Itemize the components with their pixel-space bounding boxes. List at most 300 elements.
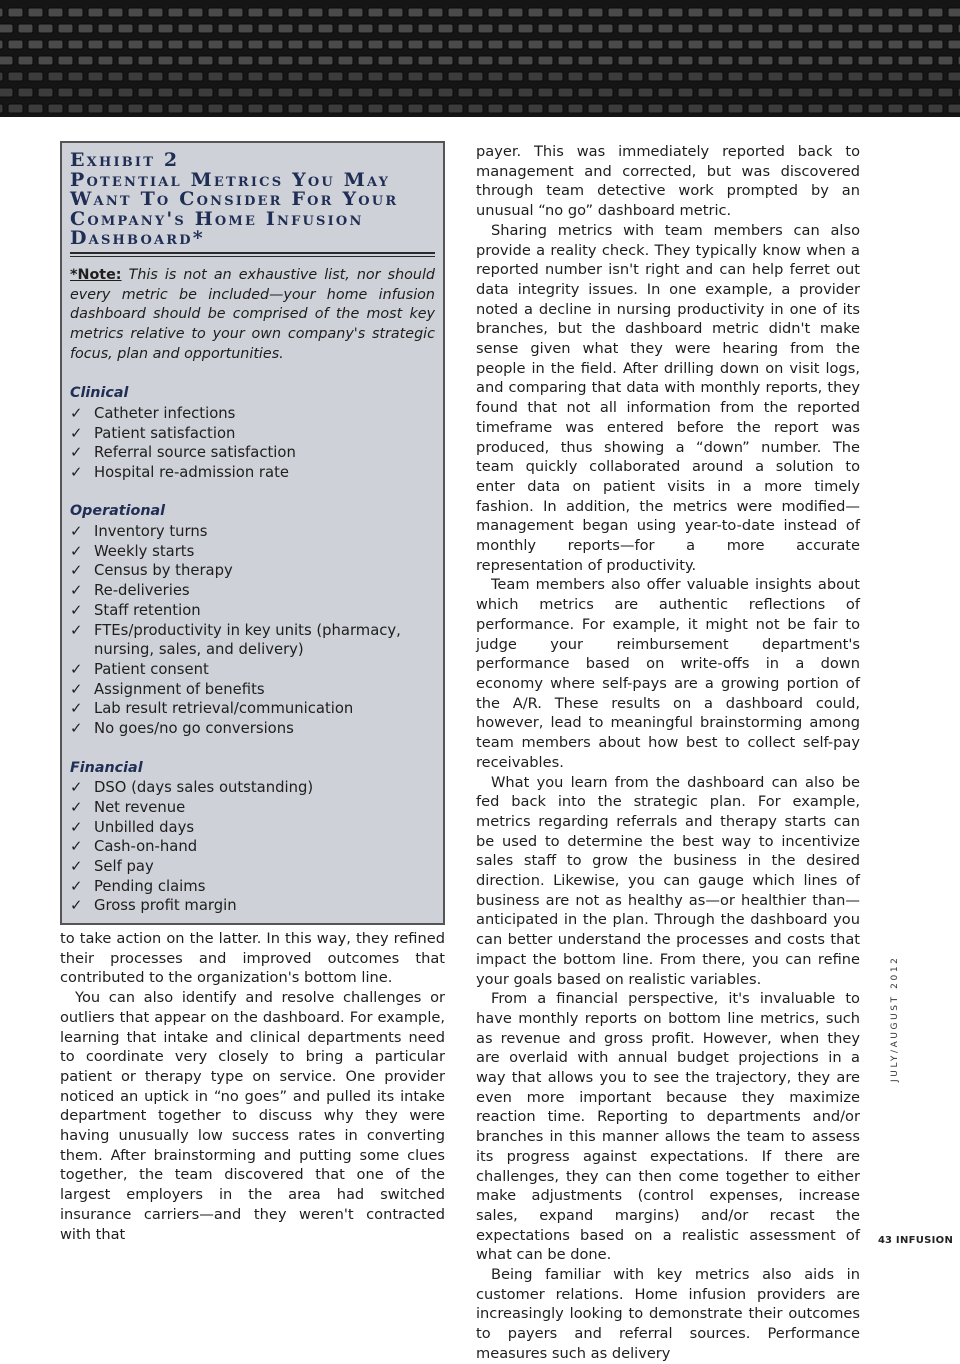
grille-slot (228, 72, 243, 81)
grille-slot (528, 8, 543, 17)
grille-slot (668, 72, 683, 81)
grille-slot (238, 88, 253, 97)
grille-slot (738, 88, 753, 97)
grille-slot (58, 56, 73, 65)
grille-slot (778, 56, 793, 65)
grille-slot (448, 40, 463, 49)
grille-slot (568, 72, 583, 81)
grille-slot (88, 72, 103, 81)
grille-slot (728, 104, 743, 113)
grille-slot (608, 72, 623, 81)
grille-slot (478, 24, 493, 33)
grille-slot (618, 24, 633, 33)
grille-slot (558, 88, 573, 97)
grille-slot (78, 88, 93, 97)
grille-slot (198, 24, 213, 33)
grille-slot (868, 104, 883, 113)
grille-slot (168, 72, 183, 81)
grille-slot (388, 104, 403, 113)
grille-slot (238, 24, 253, 33)
check-icon: ✓ (70, 838, 83, 856)
grille-slot (108, 8, 123, 17)
metric-section (70, 384, 435, 483)
grille-slot (558, 24, 573, 33)
metric-item (70, 621, 435, 660)
grille-slot (58, 88, 73, 97)
right-column (476, 142, 860, 1364)
grille-slot (508, 8, 523, 17)
exhibit-box (60, 141, 445, 925)
grille-slot (58, 24, 73, 33)
grille-slot (278, 56, 293, 65)
grille-slot (8, 72, 23, 81)
grille-slot (538, 56, 553, 65)
grille-slot (328, 104, 343, 113)
page-number: 43 (878, 1235, 892, 1246)
grille-slot (838, 24, 853, 33)
grille-slot (698, 88, 713, 97)
grille-slot (508, 72, 523, 81)
metric-section (70, 759, 435, 917)
exhibit-rule (70, 252, 435, 257)
section-heading: Financial (70, 759, 143, 776)
metric-label: Gross profit margin (94, 897, 237, 915)
grille-slot (178, 88, 193, 97)
grille-slot (808, 72, 823, 81)
grille-slot (618, 88, 633, 97)
grille-slot (738, 56, 753, 65)
grille-slot (288, 8, 303, 17)
grille-slot (88, 8, 103, 17)
metric-item (70, 581, 435, 601)
issue-date: JULY/AUGUST 2012 (890, 955, 900, 1082)
grille-slot (28, 72, 43, 81)
grille-slot (728, 72, 743, 81)
grille-slot (798, 88, 813, 97)
grille-slot (818, 88, 833, 97)
grille-slot (768, 104, 783, 113)
grille-slot (0, 8, 3, 17)
grille-slot (678, 24, 693, 33)
grille-slot (478, 56, 493, 65)
check-icon: ✓ (70, 661, 83, 678)
grille-slot (378, 88, 393, 97)
grille-slot (208, 8, 223, 17)
grille-slot (268, 104, 283, 113)
grille-slot (828, 40, 843, 49)
check-icon: ✓ (70, 700, 83, 718)
grille-slot (518, 56, 533, 65)
grille-slot (318, 24, 333, 33)
grille-slot (438, 56, 453, 65)
grille-slot (348, 104, 363, 113)
grille-slot (708, 72, 723, 81)
grille-slot (48, 104, 63, 113)
grille-slot (908, 72, 923, 81)
grille-slot (628, 104, 643, 113)
metric-item (70, 561, 435, 581)
grille-slot (148, 40, 163, 49)
grille-slot (858, 24, 873, 33)
metric-item (70, 542, 435, 562)
grille-slot (98, 88, 113, 97)
grille-slot (338, 88, 353, 97)
grille-slot (748, 40, 763, 49)
grille-slot (78, 56, 93, 65)
metric-label: Lab result retrieval/communication (94, 700, 354, 718)
metric-label: DSO (days sales outstanding) (94, 779, 314, 797)
grille-slot (358, 88, 373, 97)
grille-slot (408, 104, 423, 113)
grille-slot (248, 40, 263, 49)
grille-slot (798, 56, 813, 65)
grille-slot (848, 8, 863, 17)
grille-slot (788, 8, 803, 17)
grille-slot (468, 72, 483, 81)
grille-slot (878, 56, 893, 65)
grille-slot (638, 56, 653, 65)
grille-slot (698, 56, 713, 65)
exhibit-title: Potential Metrics You May Want To Consider For Your Company's Home Infusion Dashboard* (70, 168, 399, 250)
grille-slot (778, 24, 793, 33)
grille-slot (688, 40, 703, 49)
check-icon: ✓ (70, 562, 83, 580)
grille-slot (358, 56, 373, 65)
grille-slot (798, 24, 813, 33)
grille-slot (858, 88, 873, 97)
grille-slot (918, 88, 933, 97)
metric-label: Re-deliveries (94, 582, 190, 600)
metric-item (70, 798, 435, 818)
grille-slot (578, 56, 593, 65)
grille-slot (708, 104, 723, 113)
body-paragraph: Sharing metrics with team members can also provide a reality check. They typically know when a reported number isn't right and can help ferret out data integrity issues. In one example, a provider noted a decline in nursing productivity in one of its branches, but the dashboard metric didn't make sense given what they were hearing from the people in the field. After drilling down on visit logs, and comparing that data with monthly reports, they found that not all information from the reported timeframe was entered before the report was produced, thus showing a “down” number. The team quickly collaborated around a solution to enter data on patient visits in a more timely fashion. In addition, the metrics were modified—management began using year-to-date instead of monthly reports—for a more accurate representation of productivity. (476, 221, 860, 574)
grille-slot (928, 8, 943, 17)
grille-slot (218, 88, 233, 97)
grille-slot (378, 56, 393, 65)
grille-slot (678, 88, 693, 97)
grille-slot (128, 72, 143, 81)
grille-slot (588, 8, 603, 17)
grille-slot (548, 8, 563, 17)
grille-slot (188, 72, 203, 81)
metric-list (70, 404, 435, 483)
grille-slot (838, 56, 853, 65)
check-icon: ✓ (70, 404, 83, 422)
grille-slot (508, 104, 523, 113)
grille-slot (728, 40, 743, 49)
metric-label: Referral source satisfaction (94, 444, 296, 462)
check-icon: ✓ (70, 424, 83, 442)
grille-slot (248, 72, 263, 81)
check-icon: ✓ (70, 818, 83, 836)
grille-slot (288, 72, 303, 81)
grille-slot (288, 104, 303, 113)
grille-slot (488, 40, 503, 49)
grille-slot (928, 40, 943, 49)
grille-slot (388, 72, 403, 81)
grille-slot (608, 104, 623, 113)
grille-slot (528, 104, 543, 113)
metric-item (70, 424, 435, 444)
grille-slot (48, 72, 63, 81)
grille-slot (8, 104, 23, 113)
grille-slot (98, 24, 113, 33)
exhibit-number: Exhibit 2 (70, 149, 180, 171)
metric-item (70, 837, 435, 857)
grille-slot (878, 88, 893, 97)
grille-slot (788, 40, 803, 49)
grille-slot (468, 40, 483, 49)
grille-slot (948, 104, 960, 113)
grille-slot (98, 56, 113, 65)
grille-slot (648, 72, 663, 81)
grille-slot (778, 88, 793, 97)
grille-slot (758, 56, 773, 65)
grille-slot (228, 104, 243, 113)
grille-slot (28, 40, 43, 49)
metric-item (70, 443, 435, 463)
grille-slot (268, 8, 283, 17)
grille-slot (218, 56, 233, 65)
metric-label: Inventory turns (94, 523, 208, 541)
metric-label: Assignment of benefits (94, 680, 265, 698)
grille-slot (328, 40, 343, 49)
grille-slot (128, 104, 143, 113)
grille-slot (28, 104, 43, 113)
grille-slot (278, 24, 293, 33)
grille-slot (308, 104, 323, 113)
metric-label: Patient consent (94, 661, 209, 678)
check-icon: ✓ (70, 798, 83, 816)
grille-slot (348, 40, 363, 49)
check-icon: ✓ (70, 897, 83, 915)
check-icon: ✓ (70, 720, 83, 738)
grille-slot (758, 24, 773, 33)
grille-slot (228, 8, 243, 17)
grille-slot (808, 40, 823, 49)
grille-slot (458, 56, 473, 65)
grille-slot (258, 24, 273, 33)
grille-slot (498, 56, 513, 65)
grille-slot (548, 104, 563, 113)
grille-slot (268, 72, 283, 81)
grille-slot (548, 72, 563, 81)
grille-slot (598, 56, 613, 65)
grille-slot (508, 40, 523, 49)
grille-slot (628, 72, 643, 81)
grille-slot (48, 40, 63, 49)
grille-slot (118, 24, 133, 33)
grille-slot (298, 88, 313, 97)
grille-slot (828, 104, 843, 113)
grille-slot (418, 56, 433, 65)
grille-slot (688, 8, 703, 17)
grille-slot (498, 24, 513, 33)
grille-slot (528, 72, 543, 81)
metric-item (70, 896, 435, 916)
decorative-banner (0, 0, 960, 117)
grille-slot (808, 8, 823, 17)
grille-slot (588, 104, 603, 113)
metric-label: Weekly starts (94, 542, 195, 560)
grille-slot (168, 104, 183, 113)
grille-slot (908, 40, 923, 49)
grille-slot (548, 40, 563, 49)
grille-slot (68, 104, 83, 113)
grille-slot (368, 40, 383, 49)
grille-slot (118, 88, 133, 97)
grille-slot (408, 72, 423, 81)
left-column (60, 929, 445, 1244)
grille-slot (448, 104, 463, 113)
grille-slot (388, 8, 403, 17)
grille-slot (158, 24, 173, 33)
check-icon: ✓ (70, 779, 83, 797)
note-label: *Note: (70, 266, 122, 283)
grille-slot (18, 24, 33, 33)
grille-slot (888, 104, 903, 113)
grille-slot (648, 40, 663, 49)
grille-slot (18, 88, 33, 97)
grille-slot (398, 24, 413, 33)
grille-slot (228, 40, 243, 49)
metric-item (70, 522, 435, 542)
grille-slot (328, 72, 343, 81)
grille-slot (188, 8, 203, 17)
grille-slot (338, 56, 353, 65)
grille-slot (668, 104, 683, 113)
grille-slot (8, 8, 23, 17)
grille-slot (938, 24, 953, 33)
grille-slot (428, 104, 443, 113)
grille-slot (638, 88, 653, 97)
metric-item (70, 601, 435, 621)
section-heading: Operational (70, 503, 166, 520)
grille-slot (488, 8, 503, 17)
check-icon: ✓ (70, 601, 83, 619)
metric-label: Patient satisfaction (94, 424, 236, 442)
metric-sections (70, 384, 435, 916)
grille-slot (468, 8, 483, 17)
grille-slot (138, 88, 153, 97)
grille-slot (748, 72, 763, 81)
body-paragraph: Team members also offer valuable insights about which metrics are authentic reflections of performance. For example, it might not be fair to judge your reimbursement department's performance based on write-offs in a down economy where self-pays are a growing portion of the A/R. These results on a dashboard could, however, lead to meaningful brainstorming among team members about how best to collect self-pay receivables. (476, 576, 860, 771)
grille-slot (0, 56, 13, 65)
grille-slot (628, 40, 643, 49)
grille-slot (708, 8, 723, 17)
grille-slot (38, 88, 53, 97)
metric-item (70, 699, 435, 719)
grille-slot (38, 24, 53, 33)
grille-slot (38, 56, 53, 65)
grille-slot (148, 104, 163, 113)
grille-slot (748, 8, 763, 17)
grille-slot (608, 8, 623, 17)
grille-slot (388, 40, 403, 49)
check-icon: ✓ (70, 858, 83, 876)
grille-slot (478, 88, 493, 97)
grille-slot (788, 104, 803, 113)
grille-slot (368, 104, 383, 113)
check-icon: ✓ (70, 523, 83, 541)
metric-list (70, 778, 435, 916)
grille-slot (258, 88, 273, 97)
grille-slot (928, 72, 943, 81)
grille-slot (918, 24, 933, 33)
grille-slot (8, 40, 23, 49)
grille-slot (758, 88, 773, 97)
grille-slot (528, 40, 543, 49)
grille-slot (568, 8, 583, 17)
check-icon: ✓ (70, 877, 83, 895)
grille-slot (158, 88, 173, 97)
grille-slot (538, 24, 553, 33)
grille-slot (538, 88, 553, 97)
grille-slot (588, 72, 603, 81)
metric-section (70, 502, 435, 738)
grille-slot (688, 104, 703, 113)
grille-slot (938, 88, 953, 97)
metric-label: Census by therapy (94, 562, 233, 580)
grille-slot (178, 24, 193, 33)
grille-slot (398, 56, 413, 65)
grille-slot (378, 24, 393, 33)
grille-slot (278, 88, 293, 97)
grille-slot (918, 56, 933, 65)
grille-slot (288, 40, 303, 49)
grille-slot (928, 104, 943, 113)
grille-slot (898, 24, 913, 33)
grille-slot (188, 40, 203, 49)
metric-item (70, 719, 435, 739)
grille-slot (138, 56, 153, 65)
grille-slot (658, 88, 673, 97)
grille-slot (828, 72, 843, 81)
check-icon: ✓ (70, 582, 83, 600)
grille-slot (148, 72, 163, 81)
grille-slot (498, 88, 513, 97)
grille-slot (398, 88, 413, 97)
grille-slot (308, 8, 323, 17)
grille-slot (608, 40, 623, 49)
grille-slot (518, 88, 533, 97)
grille-slot (408, 40, 423, 49)
grille-slot (318, 56, 333, 65)
metric-item (70, 660, 435, 680)
grille-slot (208, 72, 223, 81)
grille-slot (628, 8, 643, 17)
metric-label: Catheter infections (94, 404, 236, 422)
grille-slot (208, 104, 223, 113)
grille-slot (438, 24, 453, 33)
metric-item (70, 778, 435, 798)
metric-item (70, 404, 435, 424)
grille-slot (818, 24, 833, 33)
publication-name: INFUSION (895, 1235, 954, 1246)
grille-slot (908, 8, 923, 17)
grille-slot (458, 24, 473, 33)
grille-slot (108, 40, 123, 49)
grille-slot (708, 40, 723, 49)
body-paragraph: What you learn from the dashboard can also be fed back into the strategic plan. For example, metrics regarding referrals and therapy starts can be used to determine the best way to incentivize sales staff to grow the business in the desired direction. Likewise, you can gauge which lines of business are not as healthy as—or healthier than—anticipated in the plan. Through the dashboard you can better understand the processes and costs that impact the bottom line. From there, you can refine your goals based on realistic variables. (476, 773, 860, 988)
grille-slot (658, 24, 673, 33)
grille-slot (268, 40, 283, 49)
grille-slot (568, 40, 583, 49)
grille-slot (738, 24, 753, 33)
exhibit-note (70, 266, 435, 365)
grille-slot (328, 8, 343, 17)
